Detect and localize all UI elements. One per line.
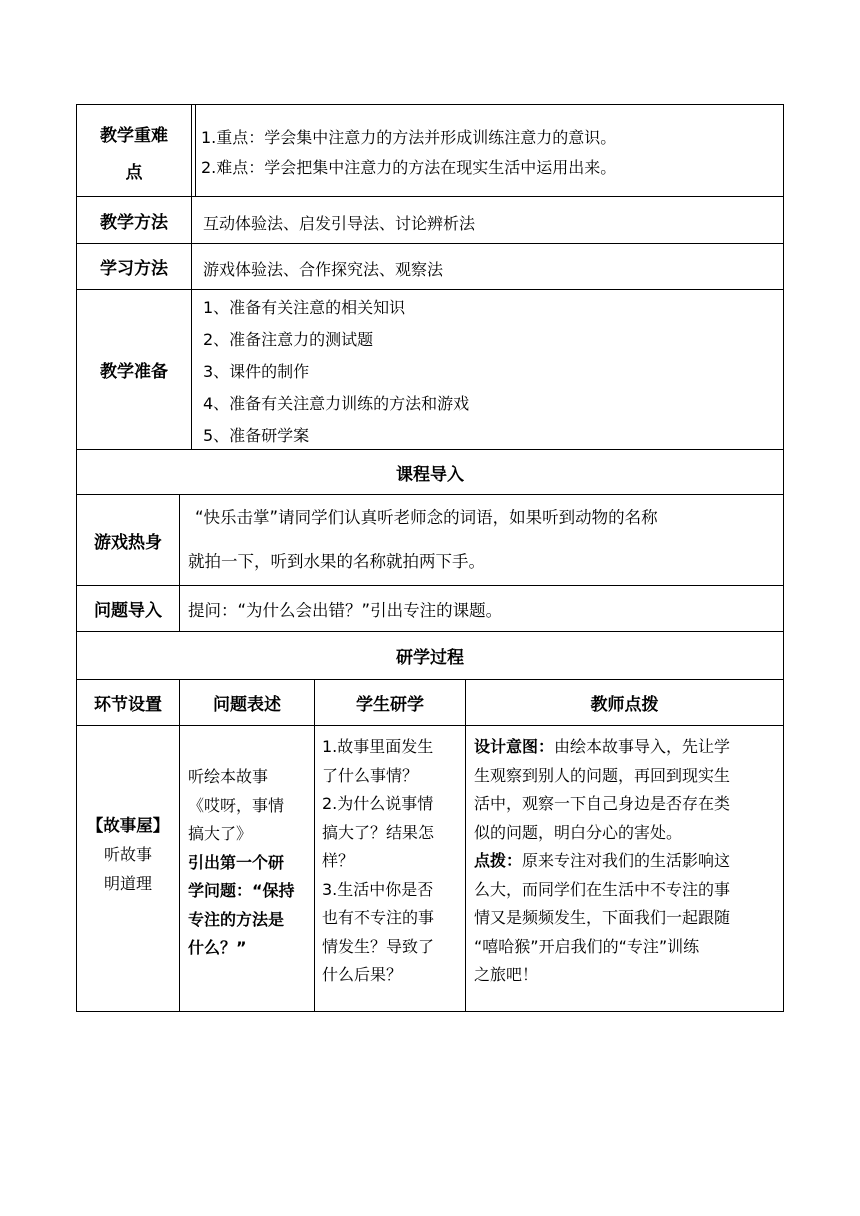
column-header <box>77 680 179 725</box>
question-intro-value-cell <box>188 586 778 631</box>
teaching-method-label-cell <box>77 197 191 243</box>
student-line: 什么后果？ <box>322 965 403 984</box>
question-line: 听绘本故事 <box>188 767 269 786</box>
column-header <box>466 680 783 725</box>
column-divider <box>465 679 466 1011</box>
tip-label: 点拨： <box>474 851 523 870</box>
student-line: 1.故事里面发生 <box>322 737 434 756</box>
question-bold-line: 专注的方法是 <box>188 909 285 929</box>
design-line: 生观察到别人的问题，再回到现实生 <box>474 765 731 785</box>
student-line: 也有不专注的事 <box>322 908 435 927</box>
section-cell-story <box>77 811 179 899</box>
key-point-text: 1.重点：学会集中注意力的方法并形成训练注意力的意识。 <box>201 128 617 147</box>
design-line: 由绘本故事导入，先让学 <box>554 737 731 756</box>
column-header <box>315 680 465 725</box>
question-bold-line: 引出第一个研 <box>188 852 285 872</box>
design-line: 似的问题，明白分心的害处。 <box>474 822 683 842</box>
preparation-label: 教学准备 <box>100 362 168 382</box>
section-title-intro: 课程导入 <box>396 464 464 485</box>
student-cell <box>322 733 464 990</box>
section-header-intro <box>77 450 783 494</box>
learning-method-value-cell <box>203 246 778 291</box>
column-header-label: 教师点拨 <box>590 695 659 715</box>
preparation-list <box>203 292 778 452</box>
design-line: 活中，观察一下自己身边是否存在类 <box>474 794 731 813</box>
tip-line: “嘻哈猴”开启我们的“专注”训练 <box>474 936 700 956</box>
difficult-point-text: 2.难点：学会把集中注意力的方法在现实生活中运用出来。 <box>201 158 617 177</box>
list-item: 4、准备有关注意力训练的方法和游戏 <box>203 394 470 413</box>
question-line: 《哎呀，事情 <box>188 795 285 815</box>
question-bold-line: 什么？” <box>188 938 247 957</box>
column-header-label: 问题表述 <box>213 695 281 715</box>
difficulty-label-line1: 教学重难 <box>100 125 168 146</box>
list-item: 5、准备研学案 <box>203 426 310 445</box>
column-header <box>180 680 314 725</box>
student-line: 搞大了？结果怎 <box>322 822 435 842</box>
difficulty-label-cell <box>77 105 191 196</box>
design-intent-label: 设计意图： <box>474 737 555 756</box>
question-intro-value: 提问：“为什么会出错？”引出专注的课题。 <box>188 600 503 620</box>
section-title-story: 【故事屋】 <box>86 816 170 835</box>
tip-line: 之旅吧！ <box>474 965 539 984</box>
list-item: 2、准备注意力的测试题 <box>203 330 374 349</box>
column-divider <box>195 104 196 196</box>
section-header-process <box>77 632 783 679</box>
list-item: 1、准备有关注意的相关知识 <box>203 298 406 317</box>
row-divider <box>76 494 784 495</box>
list-item: 3、课件的制作 <box>203 362 310 381</box>
question-intro-label: 问题导入 <box>94 601 162 621</box>
question-bold-line: 学问题：“保持 <box>188 881 295 900</box>
section-subtitle: 明道理 <box>103 874 152 893</box>
student-line: 3.生活中你是否 <box>322 879 434 899</box>
teacher-cell <box>474 733 780 990</box>
warmup-label: 游戏热身 <box>94 532 162 553</box>
tip-line: 么大，而同学们在生活中不专注的事 <box>474 879 731 899</box>
column-divider <box>191 104 192 196</box>
column-header-label: 环节设置 <box>94 695 162 715</box>
section-subtitle: 听故事 <box>103 845 152 864</box>
section-title-process: 研学过程 <box>396 648 464 668</box>
teaching-method-value-cell <box>203 199 778 245</box>
tip-line: 原来专注对我们的生活影响这 <box>522 851 731 870</box>
question-line: 搞大了》 <box>188 824 253 843</box>
column-header-label: 学生研学 <box>356 695 424 715</box>
warmup-label-cell <box>77 495 179 585</box>
learning-method-value: 游戏体验法、合作探究法、观察法 <box>203 260 444 279</box>
learning-method-label: 学习方法 <box>100 259 168 279</box>
table-border-right <box>783 104 784 1012</box>
difficulty-label-line2: 点 <box>125 162 143 183</box>
question-intro-label-cell <box>77 586 179 631</box>
learning-method-label-cell <box>77 244 191 289</box>
student-line: 2.为什么说事情 <box>322 794 434 813</box>
column-divider <box>179 679 180 1011</box>
student-line: 样？ <box>322 851 355 870</box>
column-divider <box>314 679 315 1011</box>
column-divider <box>179 494 180 631</box>
student-line: 了什么事情？ <box>322 765 419 785</box>
preparation-label-cell <box>77 290 191 449</box>
student-line: 情发生？导致了 <box>322 936 435 956</box>
row-divider <box>76 725 784 726</box>
question-cell <box>188 763 312 963</box>
difficulty-content-cell <box>201 123 781 183</box>
teaching-method-label: 教学方法 <box>100 212 168 233</box>
warmup-text-line2: 就拍一下，听到水果的名称就拍两下手。 <box>188 552 485 571</box>
teaching-method-value: 互动体验法、启发引导法、讨论辨析法 <box>203 213 476 233</box>
warmup-text-line1: “快乐击掌”请同学们认真听老师念的词语，如果听到动物的名称 <box>195 508 658 527</box>
column-divider <box>191 196 192 449</box>
warmup-content-cell <box>188 502 780 577</box>
table-border-bottom <box>76 1011 784 1012</box>
tip-line: 情又是频频发生，下面我们一起跟随 <box>474 908 731 927</box>
